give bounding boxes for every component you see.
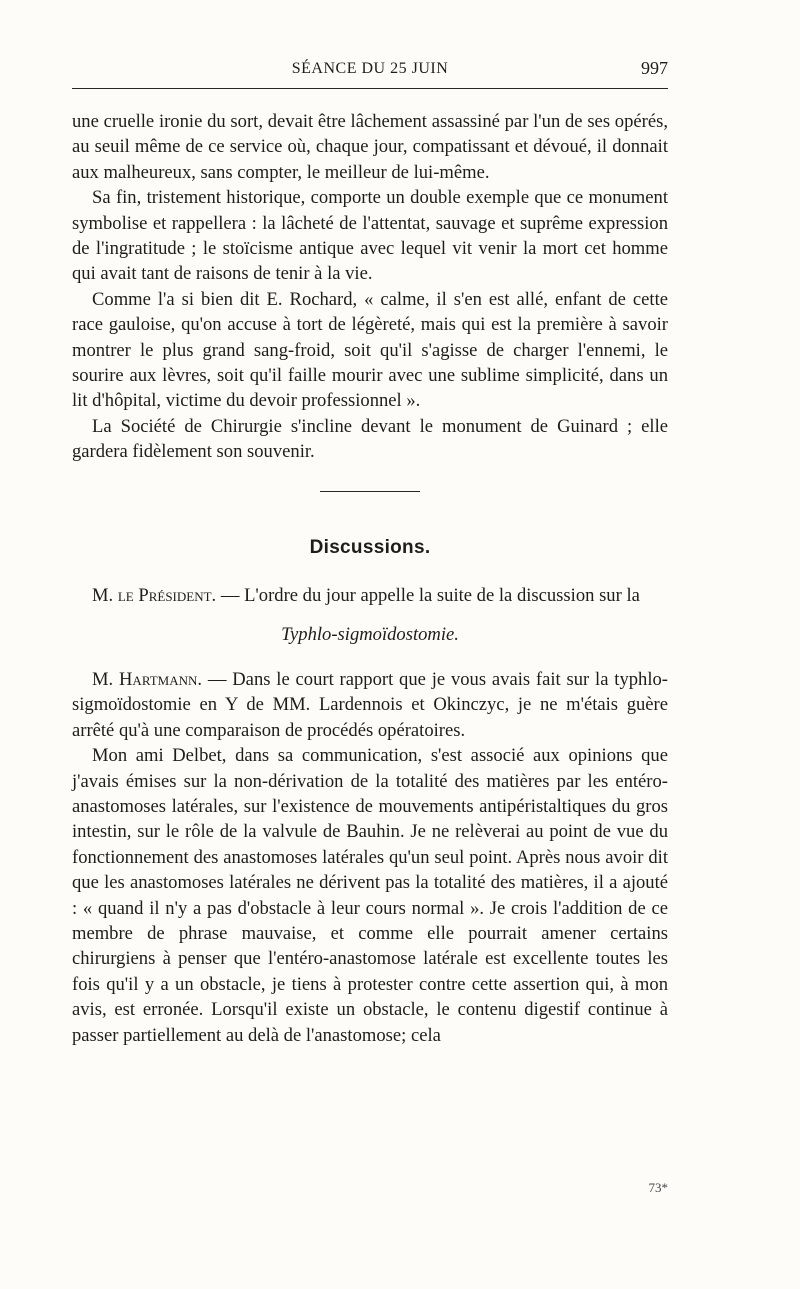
paragraph: Comme l'a si bien dit E. Rochard, « calme, il s'en est allé, enfant de cette race gauloise, qu'on accuse à tort de légèreté, mais qui est la première à savoir montrer le plus grand sang-froid, soit qu'il s'agisse de charger l'ennemi, le sourire aux lèvres, soit qu'il faille mourir avec une sublime simplicité, dans un lit d'hôpital, victime du devoir professionnel ». (72, 288, 668, 412)
paragraph: Sa fin, tristement historique, comporte un double exemple que ce monument symbolise et rappellera : la lâcheté de l'attentat, sauvage et suprême expression de l'ingratitude ; le stoïcisme antique avec lequel vit venir la mort cet homme qui avait tant de raisons de tenir à la vie. (72, 187, 668, 285)
signature-mark: 73* (648, 1180, 668, 1195)
page (72, 48, 668, 1048)
section-title: Discussions. (309, 536, 431, 558)
speech-text: — L'ordre du jour appelle la suite de la discussion sur la (216, 585, 640, 607)
body-text (72, 109, 668, 1048)
section-divider (320, 491, 420, 492)
speaker-name: M. Hartmann. (92, 668, 203, 690)
speech-text: — Dans le court rapport que je vous avais fait sur la typhlo-sigmoïdostomie en Y de MM. Lardennois et Okinczyc, je ne m'étais guère arrêté qu'à une comparaison de procédés opératoires. (72, 668, 669, 741)
page-number: 997 (641, 58, 668, 78)
paragraph: Mon ami Delbet, dans sa communication, s'est associé aux opinions que j'avais émises sur la non-dérivation de la totalité des matières par les entéro-anastomoses latérales, sur l'existence de mouvements antipéristaltiques du gros intestin, sur le rôle de la valvule de Bauhin. Je ne relèverai au point de vue du fonctionnement des anastomoses latérales qu'un seul point. Après nous avoir dit que les anastomoses latérales ne dérivent pas la totalité des matières, il a ajouté : « quand il n'y a pas d'obstacle à leur cours normal ». Je crois l'addition de ce membre de phrase mauvaise, et comme elle pourrait amener certains chirurgiens à penser que l'entéro-anastomose latérale est excellente toutes les fois qu'il y a un obstacle, je tiens à protester contre cette assertion qui, à mon avis, est erronée. Lorsqu'il existe un obstacle, le contenu digestif continue à passer partiellement au delà de l'anastomose; cela (72, 745, 668, 1046)
running-title: SÉANCE DU 25 JUIN (291, 60, 449, 77)
discussion-subject: Typhlo-sigmoïdostomie. (281, 623, 459, 645)
running-head (72, 48, 668, 89)
paragraph-president (72, 583, 668, 608)
paragraph: La Société de Chirurgie s'incline devant le monument de Guinard ; elle gardera fidèlement son souvenir. (72, 415, 668, 463)
speaker-name: M. le Président. (92, 585, 217, 607)
paragraph: une cruelle ironie du sort, devait être lâchement assassiné par l'un de ses opérés, au seuil même de ce service où, chaque jour, compatissant et dévoué, il donnait aux malheureux, sans compter, le meilleur de lui-même. (72, 111, 668, 183)
paragraph-hartmann (72, 667, 668, 743)
